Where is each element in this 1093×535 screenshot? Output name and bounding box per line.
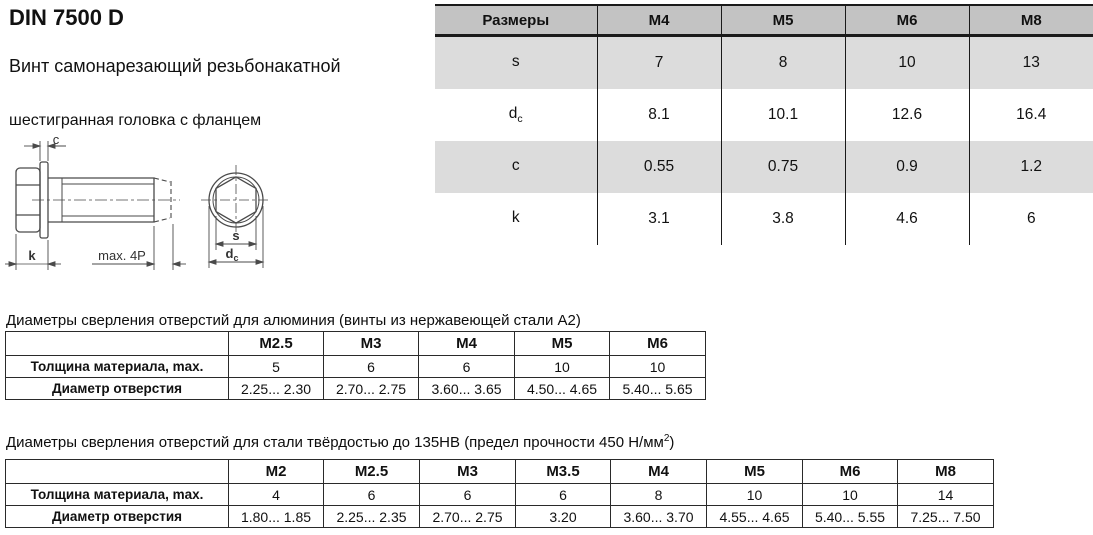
steel-header-m5: M5 bbox=[707, 460, 803, 484]
dimension-s-label: s bbox=[232, 228, 240, 243]
aluminum-table-title: Диаметры сверления отверстий для алюминия (винты из нержавеющей стали А2) bbox=[6, 312, 581, 329]
dim-cell: 12.6 bbox=[845, 89, 969, 141]
dim-row-dc bbox=[435, 89, 1093, 141]
dim-row-k bbox=[435, 193, 1093, 245]
dim-cell: 16.4 bbox=[969, 89, 1093, 141]
dim-cell: 8 bbox=[721, 36, 845, 90]
steel-cell: 3.60... 3.70 bbox=[611, 506, 707, 528]
dim-cell: 13 bbox=[969, 36, 1093, 90]
steel-cell: 10 bbox=[803, 484, 898, 506]
steel-table-header-row bbox=[6, 460, 994, 484]
steel-cell: 5.40... 5.55 bbox=[803, 506, 898, 528]
alum-cell: 6 bbox=[324, 356, 419, 378]
steel-cell: 4.55... 4.65 bbox=[707, 506, 803, 528]
alum-cell: 5 bbox=[229, 356, 324, 378]
dim-row-label: k bbox=[435, 193, 597, 245]
dimension-dc-label: $d_c$ bbox=[225, 246, 239, 263]
steel-row-label: Диаметр отверстия bbox=[6, 506, 229, 528]
dim-header-m8: M8 bbox=[969, 5, 1093, 36]
steel-thickness-row bbox=[6, 484, 994, 506]
dim-row-label: c bbox=[435, 141, 597, 193]
steel-cell: 3.20 bbox=[516, 506, 611, 528]
dim-header-m4: M4 bbox=[597, 5, 721, 36]
steel-table bbox=[5, 459, 994, 528]
alum-header-m5: M5 bbox=[515, 332, 610, 356]
dim-row-c bbox=[435, 141, 1093, 193]
dim-row-label: s bbox=[435, 36, 597, 90]
dimension-max4p-label: max. 4P bbox=[98, 248, 146, 263]
steel-cell: 6 bbox=[324, 484, 420, 506]
dim-header-sizes: Размеры bbox=[435, 5, 597, 36]
dim-cell: 8.1 bbox=[597, 89, 721, 141]
alum-hole-diameter-row bbox=[6, 378, 706, 400]
dim-cell: 7 bbox=[597, 36, 721, 90]
alum-cell: 6 bbox=[419, 356, 515, 378]
dim-cell: 6 bbox=[969, 193, 1093, 245]
dimensions-table bbox=[435, 4, 1093, 245]
steel-cell: 10 bbox=[707, 484, 803, 506]
steel-cell: 8 bbox=[611, 484, 707, 506]
steel-header-m4: M4 bbox=[611, 460, 707, 484]
alum-header-m4: M4 bbox=[419, 332, 515, 356]
aluminum-table bbox=[5, 331, 706, 400]
alum-header-m6: M6 bbox=[610, 332, 706, 356]
bolt-technical-drawing bbox=[4, 136, 304, 294]
dim-header-m6: M6 bbox=[845, 5, 969, 36]
dim-cell: 0.75 bbox=[721, 141, 845, 193]
steel-header-m35: M3.5 bbox=[516, 460, 611, 484]
alum-cell: 2.25... 2.30 bbox=[229, 378, 324, 400]
bolt-side-view bbox=[16, 162, 180, 238]
steel-cell: 1.80... 1.85 bbox=[229, 506, 324, 528]
steel-row-label: Толщина материала, max. bbox=[6, 484, 229, 506]
alum-cell: 5.40... 5.65 bbox=[610, 378, 706, 400]
page-subtitle: Винт самонарезающий резьбонакатной bbox=[9, 56, 341, 76]
steel-header-m8: M8 bbox=[898, 460, 994, 484]
alum-cell: 4.50... 4.65 bbox=[515, 378, 610, 400]
dim-cell: 10 bbox=[845, 36, 969, 90]
page-title: DIN 7500 D bbox=[9, 5, 124, 30]
alum-cell: 10 bbox=[610, 356, 706, 378]
alum-header-m3: M3 bbox=[324, 332, 419, 356]
steel-cell: 2.25... 2.35 bbox=[324, 506, 420, 528]
dim-header-m5: M5 bbox=[721, 5, 845, 36]
dimension-k-label: k bbox=[28, 248, 36, 263]
dim-cell: 1.2 bbox=[969, 141, 1093, 193]
page-subtitle-2: шестигранная головка с фланцем bbox=[9, 112, 262, 129]
steel-cell: 14 bbox=[898, 484, 994, 506]
dimension-max4p bbox=[92, 224, 186, 270]
steel-hole-diameter-row bbox=[6, 506, 994, 528]
bolt-end-view bbox=[201, 165, 271, 235]
dim-row-s bbox=[435, 36, 1093, 90]
steel-header-m25: M2.5 bbox=[324, 460, 420, 484]
alum-cell: 2.70... 2.75 bbox=[324, 378, 419, 400]
alum-header-m25: M2.5 bbox=[229, 332, 324, 356]
steel-cell: 4 bbox=[229, 484, 324, 506]
dim-cell: 0.55 bbox=[597, 141, 721, 193]
dim-cell: 0.9 bbox=[845, 141, 969, 193]
dim-cell: 4.6 bbox=[845, 193, 969, 245]
steel-header-blank bbox=[6, 460, 229, 484]
steel-cell: 7.25... 7.50 bbox=[898, 506, 994, 528]
steel-header-m3: M3 bbox=[420, 460, 516, 484]
steel-table-title: Диаметры сверления отверстий для стали твёрдостью до 135HB (предел прочности 450 $Н/мм^2$) bbox=[6, 433, 675, 451]
steel-cell: 6 bbox=[516, 484, 611, 506]
alum-thickness-row bbox=[6, 356, 706, 378]
alum-header-blank bbox=[6, 332, 229, 356]
steel-cell: 2.70... 2.75 bbox=[420, 506, 516, 528]
steel-header-m2: M2 bbox=[229, 460, 324, 484]
alum-row-label: Диаметр отверстия bbox=[6, 378, 229, 400]
dim-cell: 3.8 bbox=[721, 193, 845, 245]
aluminum-table-header-row bbox=[6, 332, 706, 356]
alum-cell: 3.60... 3.65 bbox=[419, 378, 515, 400]
dim-cell: 3.1 bbox=[597, 193, 721, 245]
alum-cell: 10 bbox=[515, 356, 610, 378]
dimensions-table-header-row bbox=[435, 5, 1093, 36]
dimension-c bbox=[24, 141, 66, 161]
dimension-c-label: c bbox=[52, 136, 60, 147]
steel-cell: 6 bbox=[420, 484, 516, 506]
steel-header-m6: M6 bbox=[803, 460, 898, 484]
alum-row-label: Толщина материала, max. bbox=[6, 356, 229, 378]
dim-row-label: $d_c$ bbox=[435, 89, 597, 141]
dim-cell: 10.1 bbox=[721, 89, 845, 141]
